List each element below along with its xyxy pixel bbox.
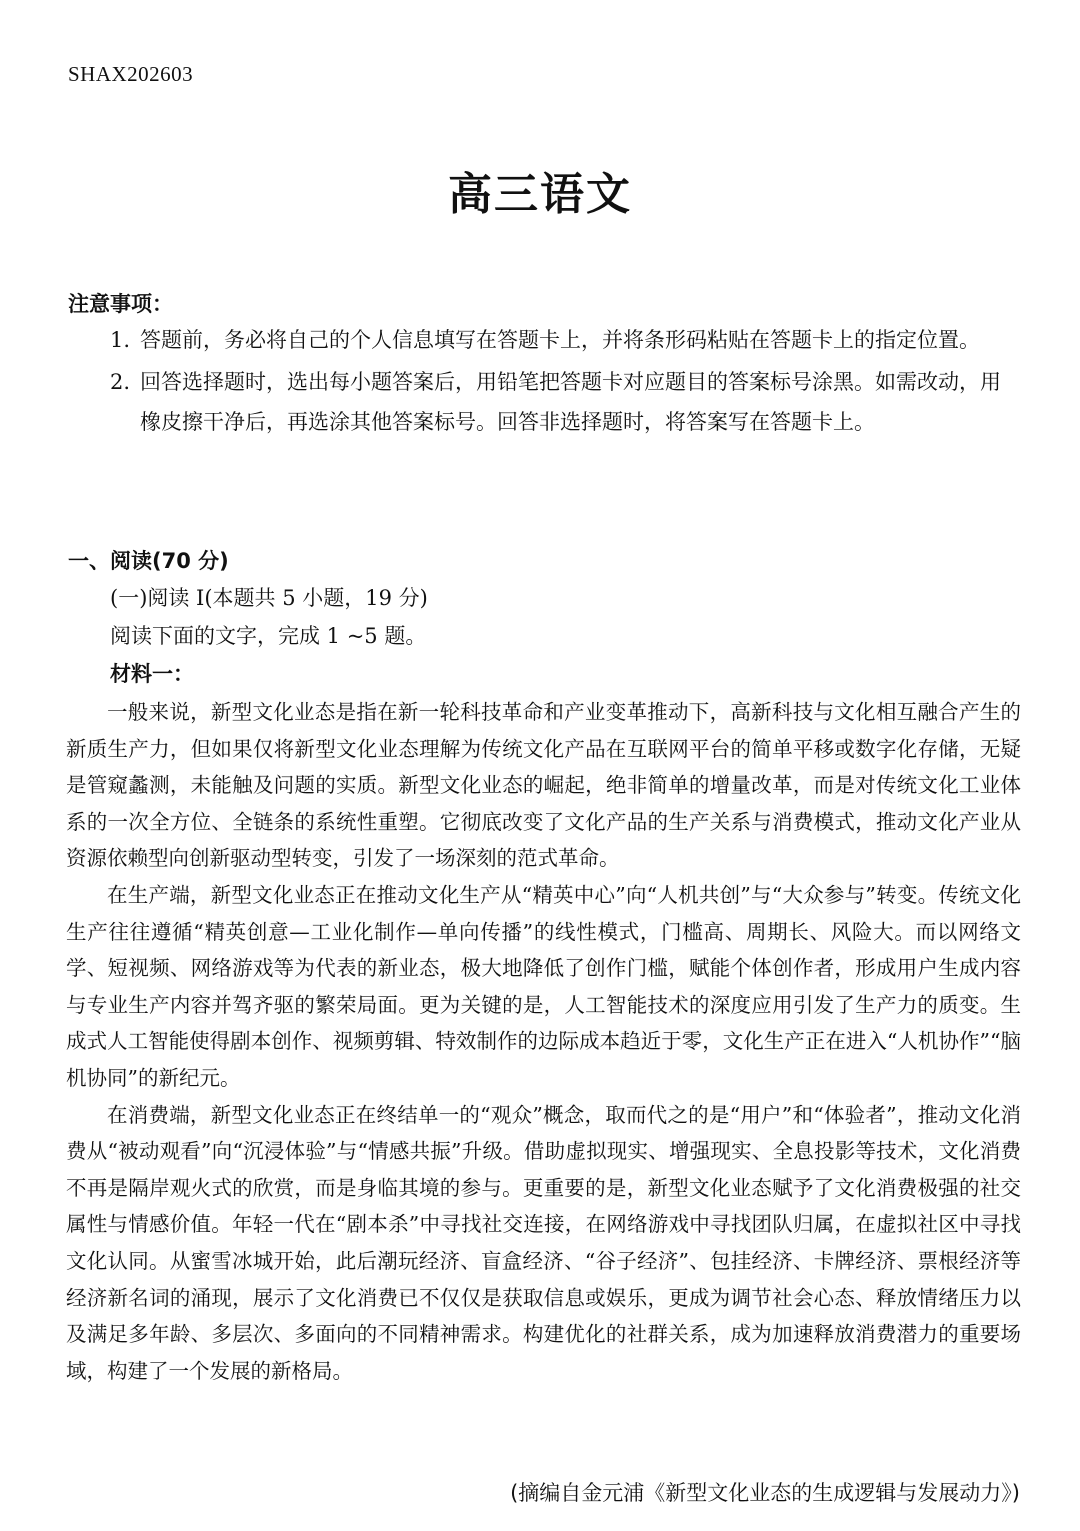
notice-item-number: 1. [110, 328, 131, 352]
notice-item [110, 320, 1020, 360]
exam-code: SHAX202603 [68, 62, 194, 86]
sub-section-heading: (一)阅读 I(本题共 5 小题，19 分) [110, 586, 428, 610]
material-paragraph: 在生产端，新型文化业态正在推动文化生产从“精英中心”向“人机共创”与“大众参与”转变。传统文化生产往往遵循“精英创意—工业化制作—单向传播”的线性模式，门槛高、周期长、风险大。而以网络文学、短视频、网络游戏等为代表的新业态，极大地降低了创作门槛，赋能个体创作者，形成用户生成内容与专业生产内容并驾齐驱的繁荣局面。更为关键的是，人工智能技术的深度应用引发了生产力的质变。生成式人工智能使得剧本创作、视频剪辑、特效制作的边际成本趋近于零，文化生产正在进入“人机协作”“脑机协同”的新纪元。 [66, 882, 1021, 1090]
reading-instruction: 阅读下面的文字，完成 1 ~5 题。 [110, 624, 427, 648]
notice-list [110, 320, 1020, 444]
notice-heading: 注意事项： [68, 292, 173, 316]
material-heading: 材料一： [110, 662, 194, 686]
material-paragraph: 一般来说，新型文化业态是指在新一轮科技革命和产业变革推动下，高新科技与文化相互融合产生的新质生产力，但如果仅将新型文化业态理解为传统文化产品在互联网平台的简单平移或数字化存储，无疑是管窥蠡测，未能触及问题的实质。新型文化业态的崛起，绝非简单的增量改革，而是对传统文化工业体系的一次全方位、全链条的系统性重塑。它彻底改变了文化产品的生产关系与消费模式，推动文化产业从资源依赖型向创新驱动型转变，引发了一场深刻的范式革命。 [66, 700, 1021, 871]
page-title: 高三语文 [448, 169, 632, 220]
notice-item-number: 2. [110, 370, 131, 394]
material-body [66, 694, 1021, 1389]
section-heading: 一、阅读(70 分) [68, 549, 229, 573]
notice-item-text: 答题前，务必将自己的个人信息填写在答题卡上，并将条形码粘贴在答题卡上的指定位置。 [140, 328, 980, 352]
notice-item-text: 回答选择题时，选出每小题答案后，用铅笔把答题卡对应题目的答案标号涂黑。如需改动，用橡皮擦干净后，再选涂其他答案标号。回答非选择题时，将答案写在答题卡上。 [140, 370, 1001, 434]
material-paragraph: 在消费端，新型文化业态正在终结单一的“观众”概念，取而代之的是“用户”和“体验者”，推动文化消费从“被动观看”向“沉浸体验”与“情感共振”升级。借助虚拟现实、增强现实、全息投影等技术，文化消费不再是隔岸观火式的欣赏，而是身临其境的参与。更重要的是，新型文化业态赋予了文化消费极强的社交属性与情感价值。年轻一代在“剧本杀”中寻找社交连接，在网络游戏中寻找团队归属，在虚拟社区中寻找文化认同。从蜜雪冰城开始，此后潮玩经济、盲盒经济、“谷子经济”、包挂经济、卡牌经济、票根经济等经济新名词的涌现，展示了文化消费已不仅仅是获取信息或娱乐，更成为调节社会心态、释放情绪压力以及满足多年龄、多层次、多面向的不同精神需求。构建优化的社群关系，成为加速释放消费潜力的重要场域，构建了一个发展的新格局。 [66, 1102, 1021, 1383]
notice-item [110, 362, 1020, 442]
source-citation: (摘编自金元浦《新型文化业态的生成逻辑与发展动力》) [510, 1481, 1020, 1505]
